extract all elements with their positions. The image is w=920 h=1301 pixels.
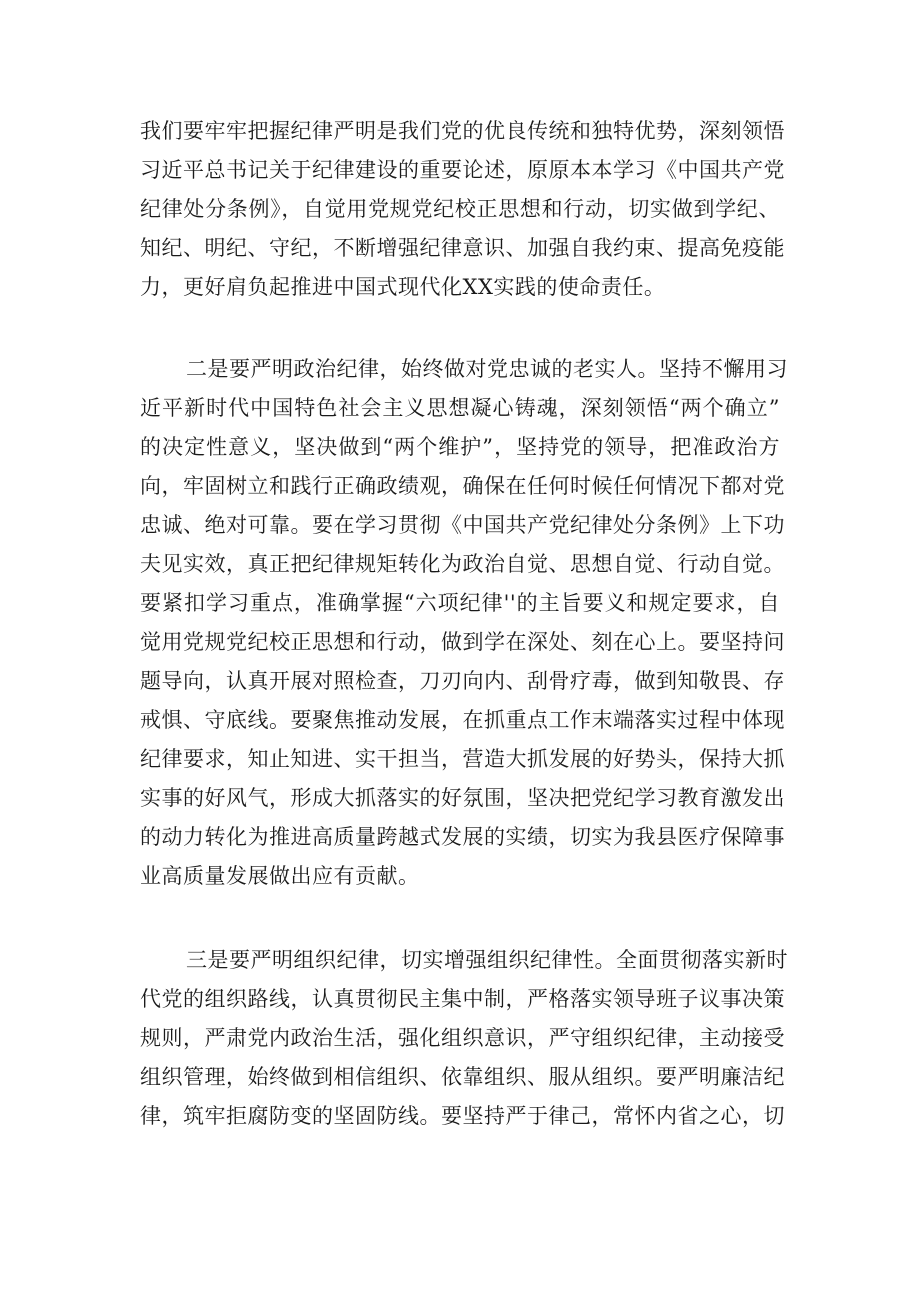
text-line: 规则，严肃党内政治生活，强化组织意识，严守组织纪律，主动接受	[140, 1026, 785, 1050]
text-line: 向，牢固树立和践行正确政绩观，确保在任何时候任何情况下都对党	[140, 474, 785, 498]
text-line: 律，筑牢拒腐防变的坚固防线。要坚持严于律己，常怀内省之心，切	[140, 1104, 785, 1128]
text-line: 力，更好肩负起推进中国式现代化XX实践的使命责任。	[140, 275, 666, 299]
text-line: 的动力转化为推进高质量跨越式发展的实绩，切实为我县医疗保障事	[140, 825, 785, 849]
text-line: 夫见实效，真正把纪律规矩转化为政治自觉、思想自觉、行动自觉。	[140, 552, 785, 576]
text-line: 实事的好风气，形成大抓落实的好氛围，坚决把党纪学习教育激发出	[140, 786, 785, 810]
text-line: 业高质量发展做出应有贡献。	[140, 864, 420, 888]
text-line: 题导向，认真开展对照检查，刀刃向内、刮骨疗毒，做到知敬畏、存	[140, 669, 785, 693]
text-line: 近平新时代中国特色社会主义思想凝心铸魂，深刻领悟“两个确立”	[140, 396, 780, 420]
text-line: 习近平总书记关于纪律建设的重要论述，原原本本学习《中国共产党	[140, 158, 785, 182]
text-line: 的决定性意义，坚决做到“两个维护”，坚持党的领导，把准政治方	[140, 435, 780, 459]
text-line: 知纪、明纪、守纪，不断增强纪律意识、加强自我约束、提高免疫能	[140, 236, 785, 260]
text-line: 忠诚、绝对可靠。要在学习贯彻《中国共产党纪律处分条例》上下功	[140, 513, 785, 537]
text-line: 要紧扣学习重点，准确掌握“六项纪律''的主旨要义和规定要求，自	[140, 591, 780, 615]
text-line: 纪律要求，知止知进、实干担当，营造大抓发展的好势头，保持大抓	[140, 747, 785, 771]
text-line: 二是要严明政治纪律，始终做对党忠诚的老实人。坚持不懈用习	[186, 357, 788, 381]
text-line: 三是要严明组织纪律，切实增强组织纪律性。全面贯彻落实新时	[186, 948, 788, 972]
text-line: 组织管理，始终做到相信组织、依靠组织、服从组织。要严明廉洁纪	[140, 1065, 785, 1089]
text-line: 觉用党规党纪校正思想和行动，做到学在深处、刻在心上。要坚持问	[140, 630, 785, 654]
text-line: 代党的组织路线，认真贯彻民主集中制，严格落实领导班子议事决策	[140, 987, 785, 1011]
text-line: 纪律处分条例》，自觉用党规党纪校正思想和行动，切实做到学纪、	[140, 197, 780, 221]
text-line: 我们要牢牢把握纪律严明是我们党的优良传统和独特优势，深刻领悟	[140, 119, 785, 143]
text-line: 戒惧、守底线。要聚焦推动发展，在抓重点工作末端落实过程中体现	[140, 708, 785, 732]
